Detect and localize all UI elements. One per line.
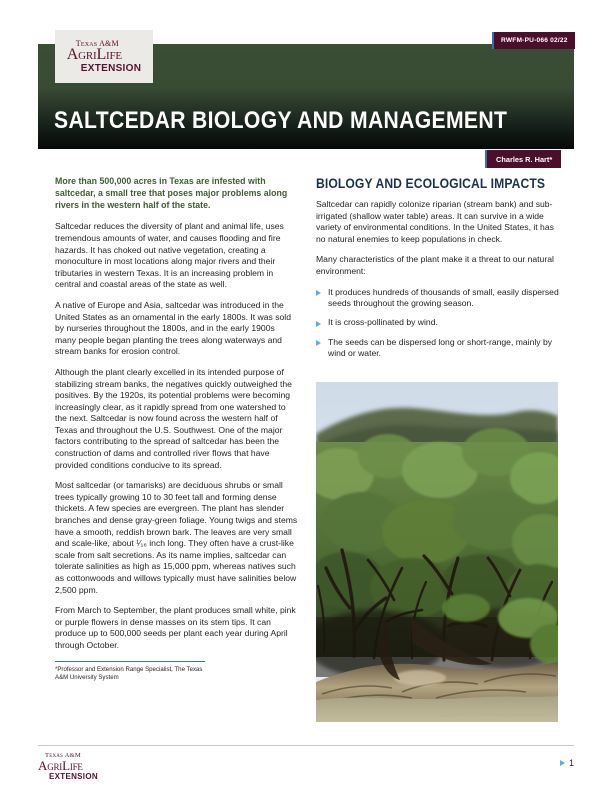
logo-line-texas-am: Texas A&M xyxy=(75,38,119,48)
body-paragraph: Saltcedar can rapidly colonize riparian (stream bank) and sub-irrigated (shallow water table) areas. It can survive in a wide variety of environmental conditions. In the United States, it has no natural enemies to keep populations in check. xyxy=(316,199,554,244)
footer-logo-line-texas-am: Texas A&M xyxy=(45,752,81,759)
body-paragraph: A native of Europe and Asia, saltcedar was introduced in the United States as an ornamental in the early 1800s. It was sold by nurseries throughout the 1800s, and in the early 1900s many people began planting the trees along waterways and stream banks for erosion control. xyxy=(55,299,291,357)
footer-divider xyxy=(38,745,574,746)
publication-code-badge: RWFM-PU-066 02/22 xyxy=(492,32,575,49)
logo-line-extension: EXTENSION xyxy=(80,62,142,74)
left-column xyxy=(55,176,298,682)
body-paragraph: Saltcedar reduces the diversity of plant and animal life, uses tremendous amounts of water, and causes flooding and fire hazards. It has choked out native vegetation, creating a monoculture in most locations along major rivers and their tributaries in western Texas. It is an increasing problem in central and coastal areas of the state as well. xyxy=(55,221,284,290)
body-paragraph: Although the plant clearly excelled in its intended purpose of stabilizing stream banks, the negatives quickly outweighed the positives. By the 1920s, its potential problems were becoming increasingly clear, as it rapidly spread from one watershed to the next. Saltcedar is now found across the western half of Texas and throughout the U.S. Southwest. One of the major factors contributing to the spread of saltcedar has been the construction of dams and controlled river flows that have provided conditions conducive to its spread. xyxy=(55,366,292,470)
triangle-bullet-icon xyxy=(560,760,565,766)
list-item-label: The seeds can be dispersed long or short-range, mainly by wind or water. xyxy=(328,336,553,359)
list-item-label: It is cross-pollinated by wind. xyxy=(328,317,438,328)
footer-logo-line-extension: EXTENSION xyxy=(49,771,98,781)
page-title: SALTCEDAR BIOLOGY AND MANAGEMENT xyxy=(54,107,508,134)
list-item xyxy=(316,337,559,360)
footer-agrilife-logo xyxy=(38,753,98,781)
list-item xyxy=(316,287,559,310)
page-number xyxy=(560,758,574,768)
logo-line-agrilife: AgriLife xyxy=(66,45,122,63)
body-paragraph: Many characteristics of the plant make it a threat to our natural environment: xyxy=(316,254,554,276)
list-item xyxy=(316,317,559,328)
footnote: *Professor and Extension Range Specialist, The Texas A&M University System xyxy=(55,661,205,682)
saltcedar-photo xyxy=(316,382,558,722)
characteristics-list xyxy=(316,287,559,360)
list-item-label: It produces hundreds of thousands of small, easily dispersed seeds throughout the growing season. xyxy=(328,286,559,308)
body-paragraph: From March to September, the plant produces small white, pink or purple flowers in dense masses on its stem tips. It can produce up to 500,000 seeds per plant each year during April through October. xyxy=(55,605,296,650)
page-number-label: 1 xyxy=(568,758,574,768)
triangle-bullet-icon xyxy=(316,321,321,327)
body-paragraph: Most saltcedar (or tamarisks) are deciduous shrubs or small trees typically growing 10 to 30 feet tall and forming dense thickets. A few species are evergreen. The plant has slender branches and dense gray-green foliage. Young twigs and stems have a smooth, reddish brown bark. The leaves are very small and scale-like, about ¹⁄₁₆ inch long. They often have a crust-like scale from salt secretions. As its name implies, saltcedar can tolerate salinities as high as 15,000 ppm, whereas natives such as cottonwoods and willows typically must have salinities below 2,500 ppm. xyxy=(55,480,298,595)
lead-paragraph: More than 500,000 acres in Texas are infested with saltcedar, a small tree that poses major problems along rivers in the western half of the state. xyxy=(55,176,288,210)
section-heading: BIOLOGY AND ECOLOGICAL IMPACTS xyxy=(316,176,546,191)
right-column xyxy=(316,176,559,368)
triangle-bullet-icon xyxy=(316,290,321,296)
agrilife-extension-logo xyxy=(55,30,153,83)
triangle-bullet-icon xyxy=(316,340,321,346)
footer-logo-line-agrilife: AgriLife xyxy=(38,757,83,773)
author-badge: Charles R. Hart* xyxy=(485,150,561,168)
